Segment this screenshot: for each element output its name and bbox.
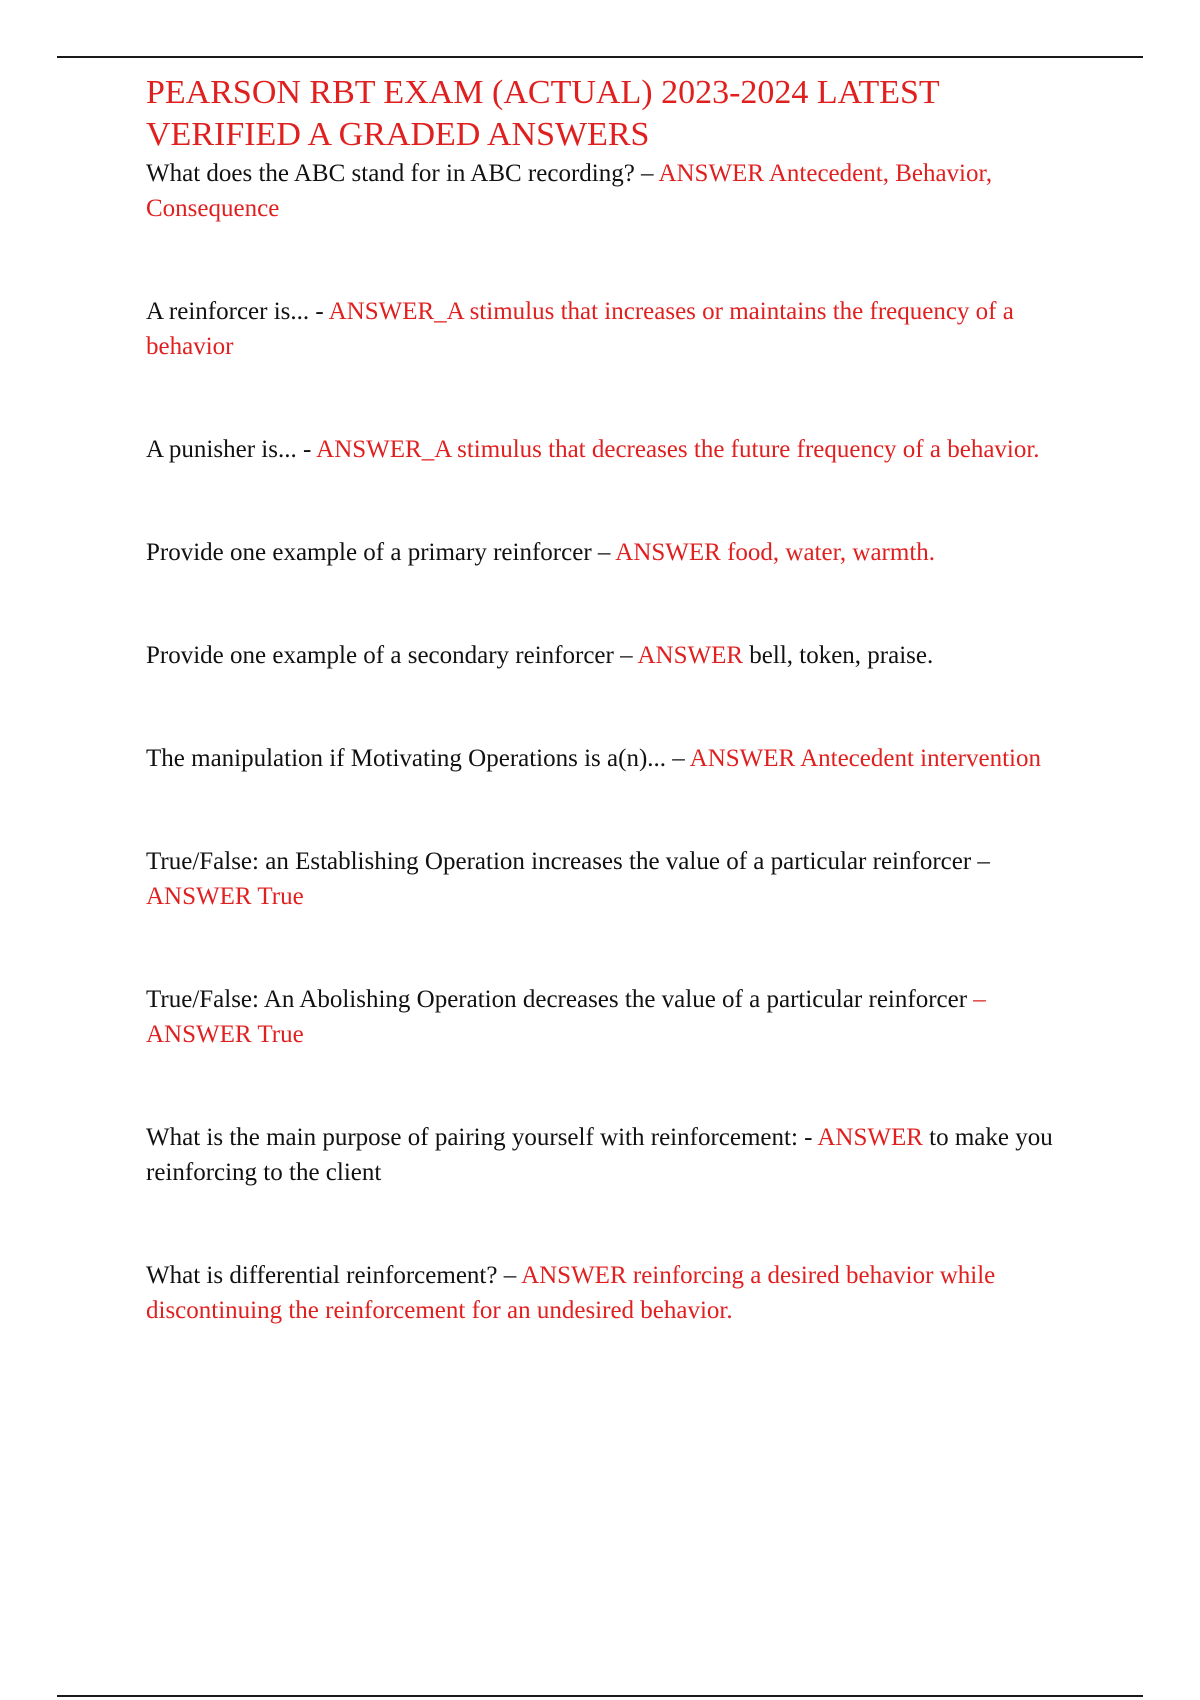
document-body xyxy=(146,72,1091,1328)
answer-text: ANSWER True xyxy=(146,883,304,910)
question-text: The manipulation if Motivating Operations is a(n)... – xyxy=(146,745,690,772)
answer-tail: to make you reinforcing to the client xyxy=(146,1124,1053,1186)
answer-text: ANSWER_A stimulus that increases or maintains the frequency of a behavior xyxy=(146,298,1014,360)
question-text: What is the main purpose of pairing yourself with reinforcement: - xyxy=(146,1124,818,1151)
question-text: A reinforcer is... - xyxy=(146,298,329,325)
answer-tail: bell, token, praise. xyxy=(743,642,934,669)
qa-item-9 xyxy=(146,1120,1091,1190)
question-text: A punisher is... - xyxy=(146,436,317,463)
answer-text: ANSWER reinforcing a desired behavior while discontinuing the reinforcement for an undesired behavior. xyxy=(146,1262,996,1324)
qa-item-10 xyxy=(146,1258,1091,1328)
qa-item-7 xyxy=(146,844,1091,914)
question-text: Provide one example of a secondary reinforcer – xyxy=(146,642,638,669)
qa-item-2 xyxy=(146,294,1091,364)
qa-item-8 xyxy=(146,982,1091,1052)
question-text: Provide one example of a primary reinforcer – xyxy=(146,539,616,566)
answer-text: – ANSWER True xyxy=(146,986,986,1048)
answer-text: ANSWER xyxy=(637,642,744,669)
answer-text: ANSWER xyxy=(817,1124,923,1151)
answer-text: ANSWER Antecedent, Behavior, Consequence xyxy=(146,160,993,222)
question-text: What does the ABC stand for in ABC recording? – xyxy=(146,160,659,187)
question-text: What is differential reinforcement? – xyxy=(146,1262,522,1289)
answer-text: ANSWER Antecedent intervention xyxy=(689,745,1041,772)
question-text: True/False: An Abolishing Operation decreases the value of a particular reinforcer xyxy=(146,986,974,1013)
qa-item-6 xyxy=(146,741,1091,776)
question-text: True/False: an Establishing Operation increases the value of a particular reinforcer – xyxy=(146,848,990,875)
qa-item-5 xyxy=(146,638,1091,673)
qa-item-4 xyxy=(146,535,1091,570)
qa-item-3 xyxy=(146,432,1091,467)
answer-text: ANSWER_A stimulus that decreases the future frequency of a behavior. xyxy=(316,436,1040,463)
bottom-rule xyxy=(57,1695,1143,1697)
document-title: PEARSON RBT EXAM (ACTUAL) 2023-2024 LATEST VERIFIED A GRADED ANSWERS xyxy=(146,74,940,153)
top-rule xyxy=(57,56,1143,58)
answer-text: ANSWER food, water, warmth. xyxy=(615,539,936,566)
qa-item-1 xyxy=(146,156,1091,226)
